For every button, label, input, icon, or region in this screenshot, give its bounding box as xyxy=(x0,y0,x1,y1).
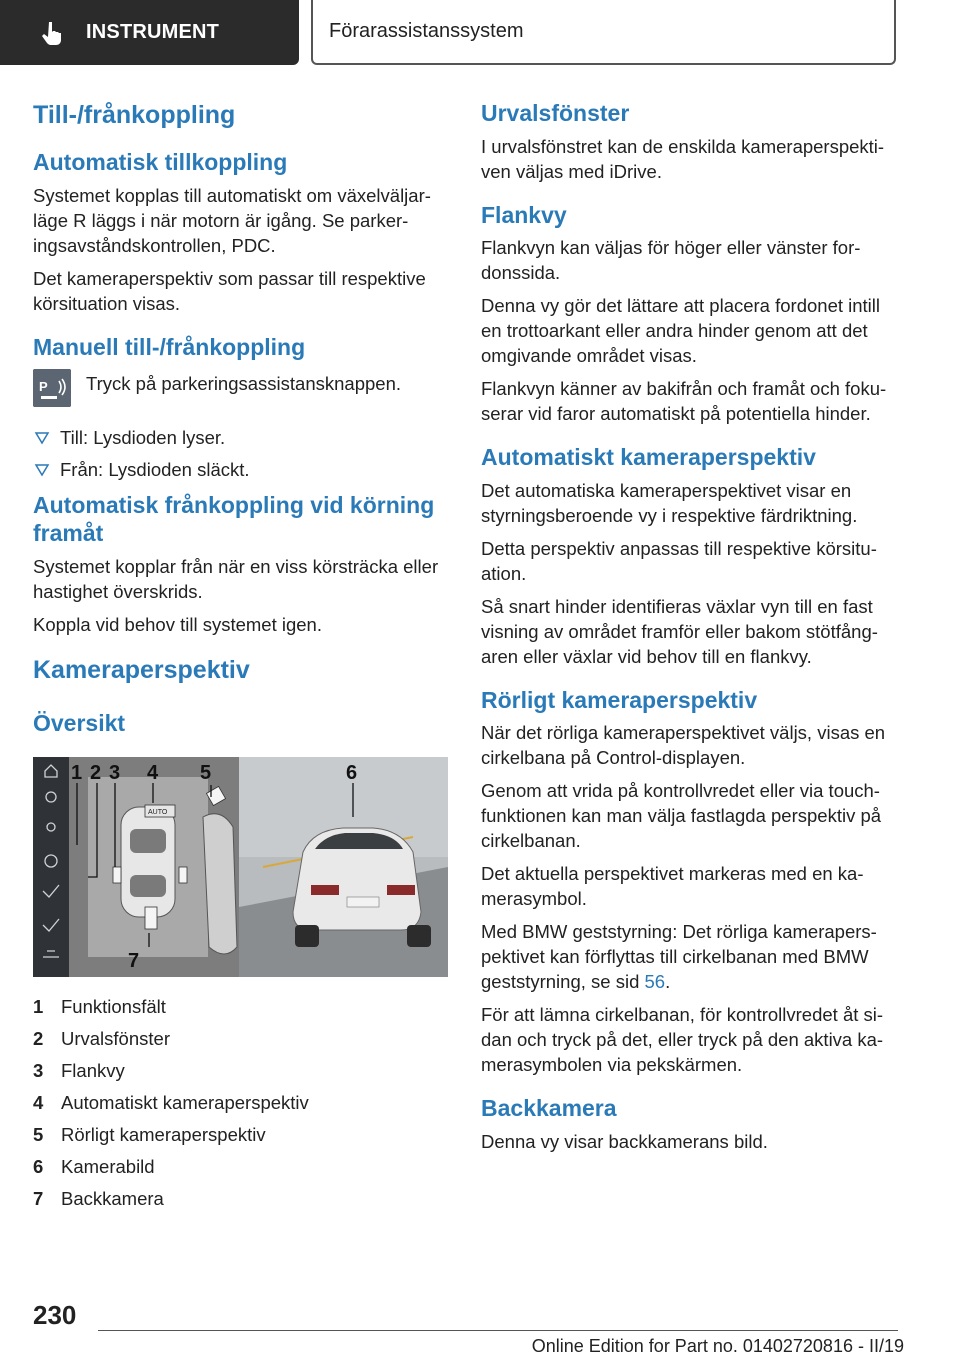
legend-item: 1 Funktionsfält xyxy=(33,996,166,1018)
heading-backup-camera: Backkamera xyxy=(481,1095,617,1122)
auto-symbol-text: AUTO xyxy=(148,809,168,817)
bullet-list xyxy=(33,425,448,482)
legend-item: 4 Automatiskt kameraperspektiv xyxy=(33,1092,309,1114)
paragraph: Det automatiska kameraperspektivet visar en styrningsberoende vy i respektive färdriktning. xyxy=(481,479,858,526)
triangle-bullet-icon xyxy=(33,429,51,447)
figure-label-5: 5 xyxy=(200,762,212,785)
paragraph: I urvalsfönstret kan de enskilda kameraperspekti-ven väljas med iDrive. xyxy=(481,135,885,182)
paragraph: Systemet kopplar från när en viss körsträcka eller hastighet överskrids. xyxy=(33,555,439,602)
section-flank-view xyxy=(481,202,895,427)
section-backup-camera xyxy=(481,1095,895,1154)
heading-overview: Översikt xyxy=(33,709,126,736)
left-column xyxy=(33,100,448,1215)
parking-assistant-button-icon xyxy=(33,369,71,407)
legend-item: 7 Backkamera xyxy=(33,1188,164,1210)
paragraph: Denna vy gör det lättare att placera fordonet intill en trottoarkant eller andra hinder genom att det omgivande området visas. xyxy=(481,295,881,367)
heading-movable-perspective: Rörligt kameraperspektiv xyxy=(481,686,758,713)
heading-auto-off: Automatisk frånkoppling vid körning framåt xyxy=(33,492,435,547)
list-item-text: Från: Lysdioden släckt. xyxy=(60,459,250,481)
figure-label-7: 7 xyxy=(128,950,140,973)
section-camera xyxy=(33,655,448,1216)
paragraph: Flankvyn kan väljas för höger eller vänster for-donssida. xyxy=(481,237,861,284)
page-reference-link[interactable]: 56 xyxy=(644,971,666,993)
section-auto-perspective xyxy=(481,444,895,669)
paragraph: Detta perspektiv anpassas till respektive körsitu-ation. xyxy=(481,537,877,584)
heading-auto-perspective: Automatiskt kameraperspektiv xyxy=(481,444,816,471)
paragraph: Genom att vrida på kontrollvredet eller via touch-funktionen kan man välja fastlagda perspektiv på cirkelbanan. xyxy=(481,780,882,852)
page-title: Till-/frånkoppling xyxy=(33,101,236,129)
section-auto-on xyxy=(33,149,448,316)
section-tab[interactable] xyxy=(0,0,299,65)
figure-label-3: 3 xyxy=(109,762,121,785)
footer-edition: Online Edition for Part no. 01402720816 - II/19 xyxy=(531,1336,904,1356)
legend-item: 3 Flankvy xyxy=(33,1060,125,1082)
chapter-tab-label: Förarassistanssystem xyxy=(329,20,524,42)
camera-overview-figure xyxy=(33,757,448,977)
footer-divider xyxy=(98,1330,898,1331)
paragraph: För att lämna cirkelbanan, för kontrollvredet åt si-dan och tryck på det, eller tryck på den aktiva ka-merasymbolen via pekskärmen. xyxy=(481,1004,884,1076)
button-instruction xyxy=(33,369,448,407)
section-auto-off xyxy=(33,492,448,636)
touch-hand-icon xyxy=(40,20,66,46)
section-movable-perspective xyxy=(481,687,895,1078)
figure-label-1: 1 xyxy=(71,762,83,785)
heading-manual: Manuell till-/frånkoppling xyxy=(33,333,306,360)
section-selection-window xyxy=(481,100,895,184)
section-tab-label: INSTRUMENT xyxy=(86,21,220,43)
legend-item: 6 Kamerabild xyxy=(33,1156,155,1178)
paragraph: Denna vy visar backkamerans bild. xyxy=(481,1130,768,1152)
paragraph: Så snart hinder identifieras växlar vyn till en fast visning av området framför eller bakom stötfång-aren eller växlar vid behov till en flankvy. xyxy=(481,595,878,667)
legend-item: 2 Urvalsfönster xyxy=(33,1028,170,1050)
figure-label-2: 2 xyxy=(90,762,102,785)
paragraph-with-link: Med BMW geststyrning: Det rörliga kamerapers-pektivet kan förflyttas till cirkelbanan med BMW geststyrning, se sid 56. xyxy=(481,921,877,993)
paragraph: När det rörliga kameraperspektivet väljs, visas en cirkelbana på Control-displayen. xyxy=(481,722,886,769)
figure-label-4: 4 xyxy=(147,762,159,785)
list-item-text: Till: Lysdioden lyser. xyxy=(60,427,226,449)
legend-item: 5 Rörligt kameraperspektiv xyxy=(33,1124,266,1146)
paragraph: Det kameraperspektiv som passar till respektive körsituation visas. xyxy=(33,267,426,314)
chapter-tab[interactable] xyxy=(311,0,896,65)
heading-selection-window: Urvalsfönster xyxy=(481,100,630,126)
paragraph: Systemet kopplas till automatiskt om växelväljar-läge R läggs i när motorn är igång. Se parker-ingsavståndskontrollen, PDC. xyxy=(33,184,431,256)
list-item xyxy=(33,457,448,482)
list-item xyxy=(33,425,448,450)
triangle-bullet-icon xyxy=(33,461,51,479)
paragraph: Flankvyn känner av bakifrån och framåt och foku-serar vid faror automatiskt på potentiella hinder. xyxy=(481,378,887,425)
heading-auto-on: Automatisk tillkoppling xyxy=(33,149,288,176)
heading-camera-perspective: Kameraperspektiv xyxy=(33,655,250,684)
section-manual xyxy=(33,334,448,483)
camera-overview-illustration xyxy=(33,757,448,977)
svg-text:P: P xyxy=(39,379,48,395)
top-view-car xyxy=(121,807,175,917)
right-column xyxy=(481,100,895,1154)
page-number: 230 xyxy=(33,1300,77,1330)
heading-flank-view: Flankvy xyxy=(481,201,567,228)
paragraph: Det aktuella perspektivet markeras med en ka-merasymbol. xyxy=(481,863,864,910)
figure-label-6: 6 xyxy=(346,762,358,785)
paragraph: Koppla vid behov till systemet igen. xyxy=(33,613,322,635)
button-instruction-text: Tryck på parkeringsassistansknappen. xyxy=(86,373,401,395)
figure-legend xyxy=(33,991,448,1215)
